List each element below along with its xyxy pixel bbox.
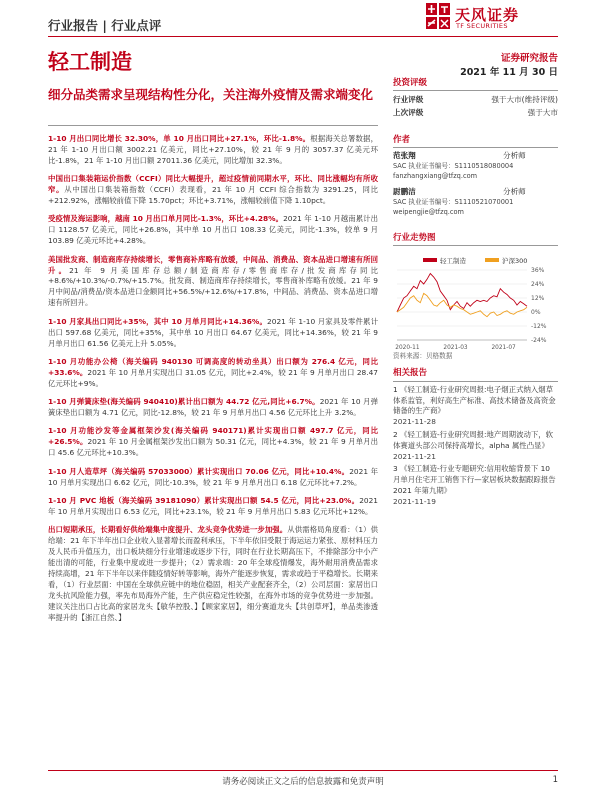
analyst-role: 分析师: [503, 187, 526, 196]
tf-logo-icon: [425, 2, 451, 30]
y-tick-label: -12%: [531, 323, 547, 331]
series-line-light-industry: [397, 274, 527, 313]
series-line-csi300: [397, 293, 527, 316]
analyst-cert: SAC 执业证书编号：S1110521070001: [393, 198, 514, 206]
y-tick-label: 12%: [531, 295, 545, 303]
x-tick-label: 2021-03: [443, 345, 468, 351]
body-paragraph: [48, 317, 378, 350]
legend-swatch: [423, 258, 437, 262]
logo: [425, 2, 560, 34]
sidebar: [393, 76, 558, 249]
paragraph-lead: 1-10 月人造草坪（海关编码 57033000）累计实现出口 70.06 亿元，同比+10.4%。: [48, 466, 350, 476]
y-tick-label: 24%: [531, 281, 545, 289]
paragraph-lead: 1-10 月功能办公椅（海关编码 940130 可调高度的转动坐具）出口额为 276.4 亿元，同比+33.6%。: [48, 356, 378, 377]
x-tick-label: 2020-11: [395, 345, 420, 351]
breadcrumb: 行业报告 | 行业点评: [48, 18, 162, 33]
rating-key: 上次评级: [393, 107, 424, 117]
legend-swatch: [485, 258, 499, 262]
body-paragraph: [48, 397, 378, 419]
rating-value: 强于大市(维持评级): [491, 95, 558, 104]
paragraph-text: 从中国出口集装箱指数（CCFI）表现看，21 年 10 月 CCFI 综合指数为 3291.25，同比+212.92%，涨幅较前值下降 15.70pct；环比+3.71%，涨幅较前值下降 1.10pct。: [48, 185, 378, 206]
related-report-title[interactable]: 3 《轻工制造-行业专题研究:信用收缩背景下 10 月单月住宅开工销售下行—家居板块数据跟踪报告 2021 年第九期》: [393, 464, 556, 495]
analyst-name: 尉鹏洁: [393, 187, 416, 196]
paragraph-text: 2021 年 10 月单月实现出口 6.62 亿元，同比-10.3%，较 21 年 9 月单月出口 6.18 亿元环比+7.2%。: [48, 466, 378, 487]
paragraph-lead: 1-10 月功能沙发等金属框架沙发(海关编码 940171)累计实现出口额 497.7 亿元，同比+26.5%。: [48, 426, 378, 447]
paragraph-text: 根据海关总署数据，21 年 1-10 月出口额 3002.21 亿美元，同比+27.10%，较 21 年 9 月的 3057.37 亿美元环比-1.8%，21 年 1-10 月出口额 27011.36 亿美元，同比增加 32.3%。: [48, 134, 378, 165]
paragraph-text: 2021 年 1-10 月越南累计出口 1128.57 亿美元，同比+26.8%，其中单 10 月出口 108.33 亿美元，同比-1.3%，较单 9 月 103.89 亿美元环比+4.28%。: [48, 214, 378, 246]
paragraph-text: 2021 年 1-10 月家具及零件累计出口 597.68 亿美元，同比+35%，其中单 10 月出口 64.67 亿美元，同比+14.36%，较 21 年 9 月单月出口 61.56 亿美元上升 5.05%。: [48, 316, 378, 348]
header-divider: [48, 36, 558, 37]
paragraph-lead: 美国批发商、制造商库存持续增长，零售商补库略有放缓，中间品、消费品、资本品进口增速有所回升。: [48, 254, 378, 275]
body-paragraph: [48, 426, 378, 459]
report-subtitle: 细分品类需求呈现结构性分化，关注海外疫情及需求端变化: [48, 87, 374, 102]
report-date: 2021 年 11 月 30 日: [460, 67, 558, 78]
paragraph-text: 从供需格局角度看：（1）供给端：21 年下半年出口企业收入显著增长而盈利承压，下半年依旧受限于海运运力紧张、原材料压力及人民币升值压力，出口板块细分行业增速或逐步下行，同时在行业长期高压下，不排除部分中小产能出清的可能，行业集中度或进一步提升；（2）需求端：20 年全球疫情爆发，海外耐用消费品需求持续高增，21 年下半年以来伴随疫情好转等影响，海外产能逐步恢复，需求或趋于平稳增长。长期来看，（1）行业层面：中国在全球供应链中的地位稳固，相关产业配套齐全，（2）公司层面：家居出口龙头抗风险能力强，率先布局海外产能，生产供应稳定性较强，在海外市场的竞争优势进一步加强。建议关注出口占比高的家居龙头【敏华控股、】【顾家家居】，细分赛道龙头【共创草坪】，单品类渗透率提升的【浙江自然、】: [48, 525, 378, 622]
analyst-role: 分析师: [503, 151, 526, 160]
analyst-name: 范张翔: [393, 151, 416, 160]
related-report-date: 2021-11-19: [393, 496, 436, 506]
related-heading: 相关报告: [393, 368, 558, 382]
y-tick-label: -24%: [531, 337, 547, 345]
rating-row: [393, 107, 558, 120]
rating-key: 行业评级: [393, 95, 424, 104]
body-paragraph: [48, 357, 378, 390]
paragraph-lead: 1-10 月出口同比增长 32.30%，单 10 月出口同比+27.1%，环比-1.8%。: [48, 134, 311, 143]
author-heading: 作者: [393, 133, 558, 148]
related-reports: [393, 368, 558, 510]
footer-divider: [48, 770, 558, 771]
related-report-date: 2021-11-28: [393, 417, 436, 427]
body-paragraph: [48, 174, 378, 207]
page-number: 1: [552, 775, 558, 785]
related-report-item[interactable]: [393, 464, 558, 507]
body-paragraph: [48, 467, 378, 489]
paragraph-text: 21 年 9 月美国库存总额/制造商库存/零售商库存/批发商库存同比+8.6%/+10.3%/-0.7%/+15.7%。批发商、制造商库存持续增长，零售商补库略有放缓。21 年 9 月中间品/消费品/资本品进口金额同比+56.5%/+12.6%/+17.8%，中间品、消费品、资本品进口增速有所回升。: [48, 265, 378, 308]
paragraph-lead: 1-10 月弹簧床垫(海关编码 940410)累计出口额为 44.72 亿元,同比+6.7%。: [48, 397, 320, 407]
analyst-card: [393, 151, 558, 181]
paragraph-lead: 出口短期承压，长期看好供给端集中度提升、龙头竞争优势进一步加强。: [48, 525, 288, 535]
rating-row: [393, 94, 558, 107]
page-title: 轻工制造: [48, 50, 132, 74]
paragraph-text: 2021 年 10 月单月实现出口 6.53 亿元，同比+23.1%，较 21 年 9 月单月出口 5.83 亿元环比+12%。: [48, 495, 378, 516]
paragraph-text: 2021 年 10 月金属框架沙发出口额为 50.31 亿元，同比+4.3%，较 21 年 9 月单月出口 45.6 亿元环比+10.3%。: [48, 437, 378, 458]
analyst-card: [393, 187, 558, 217]
paragraph-lead: 中国出口集装箱运价指数（CCFI）同比大幅提升，超过疫情前同期水平，环比、同比涨幅均有所收窄。: [48, 174, 378, 195]
logo-text: 天风证券: [455, 6, 520, 24]
legend-label: 轻工制造: [440, 257, 466, 265]
trend-chart-svg: [393, 254, 558, 354]
chart-source: 资料来源：贝格数据: [393, 352, 453, 360]
industry-trend-chart: [393, 254, 558, 354]
body-paragraph: [48, 496, 378, 518]
body-paragraph: [48, 134, 378, 167]
main-body: [48, 134, 378, 631]
paragraph-lead: 1-10 月 PVC 地板（海关编码 39181090）累计实现出口额 54.5 亿元，同比+23.0%。: [48, 495, 360, 505]
logo-subtext: TF SECURITIES: [456, 22, 508, 30]
analyst-email[interactable]: weipengjie@tfzq.com: [393, 208, 464, 216]
report-type: 证券研究报告: [500, 53, 558, 64]
subtitle-divider: [48, 125, 378, 126]
body-paragraph: [48, 525, 378, 623]
footer-disclaimer[interactable]: 请务必阅读正文之后的信息披露和免责声明: [222, 777, 384, 787]
body-paragraph: [48, 214, 378, 247]
paragraph-lead: 1-10 月家具出口同比+35%，其中 10 月单月同比+14.36%。: [48, 316, 268, 326]
y-tick-label: 36%: [531, 267, 545, 275]
analyst-email[interactable]: fanzhangxiang@tfzq.com: [393, 172, 478, 180]
related-report-date: 2021-11-21: [393, 451, 436, 461]
related-report-item[interactable]: [393, 385, 558, 428]
legend-label: 沪深300: [502, 257, 528, 265]
paragraph-text: 2021 年 10 月弹簧床垫出口额为 4.71 亿元，同比-12.8%，较 21 年 9 月单月出口 4.56 亿元环比上升 3.2%。: [48, 397, 378, 418]
trend-heading: 行业走势图: [393, 231, 558, 246]
y-tick-label: 0%: [531, 309, 541, 317]
paragraph-lead: 受疫情及海运影响，越南 10 月出口单月同比-1.3%，环比+4.28%。: [48, 214, 284, 224]
related-report-title[interactable]: 2 《轻工制造-行业研究周报:地产周期波动下，软体赛道头部公司保持高增长，alpha 属性凸显》: [393, 429, 554, 450]
paragraph-text: 2021 年 10 月单月实现出口 31.05 亿元，同比+2.4%，较 21 年 9 月单月出口 28.47 亿元环比+9%。: [48, 367, 378, 388]
rating-value: 强于大市: [527, 107, 558, 117]
rating-heading: 投资评级: [393, 76, 558, 91]
related-report-title[interactable]: 1 《轻工制造-行业研究周报:电子烟正式纳入烟草体系监管，利好高生产标准、高技术储备及高资金储备的生产商》: [393, 384, 556, 416]
x-tick-label: 2021-07: [491, 345, 516, 351]
analyst-cert: SAC 执业证书编号：S1110518080004: [393, 162, 514, 170]
related-report-item[interactable]: [393, 430, 558, 462]
body-paragraph: [48, 255, 378, 310]
rating-list: [393, 94, 558, 119]
